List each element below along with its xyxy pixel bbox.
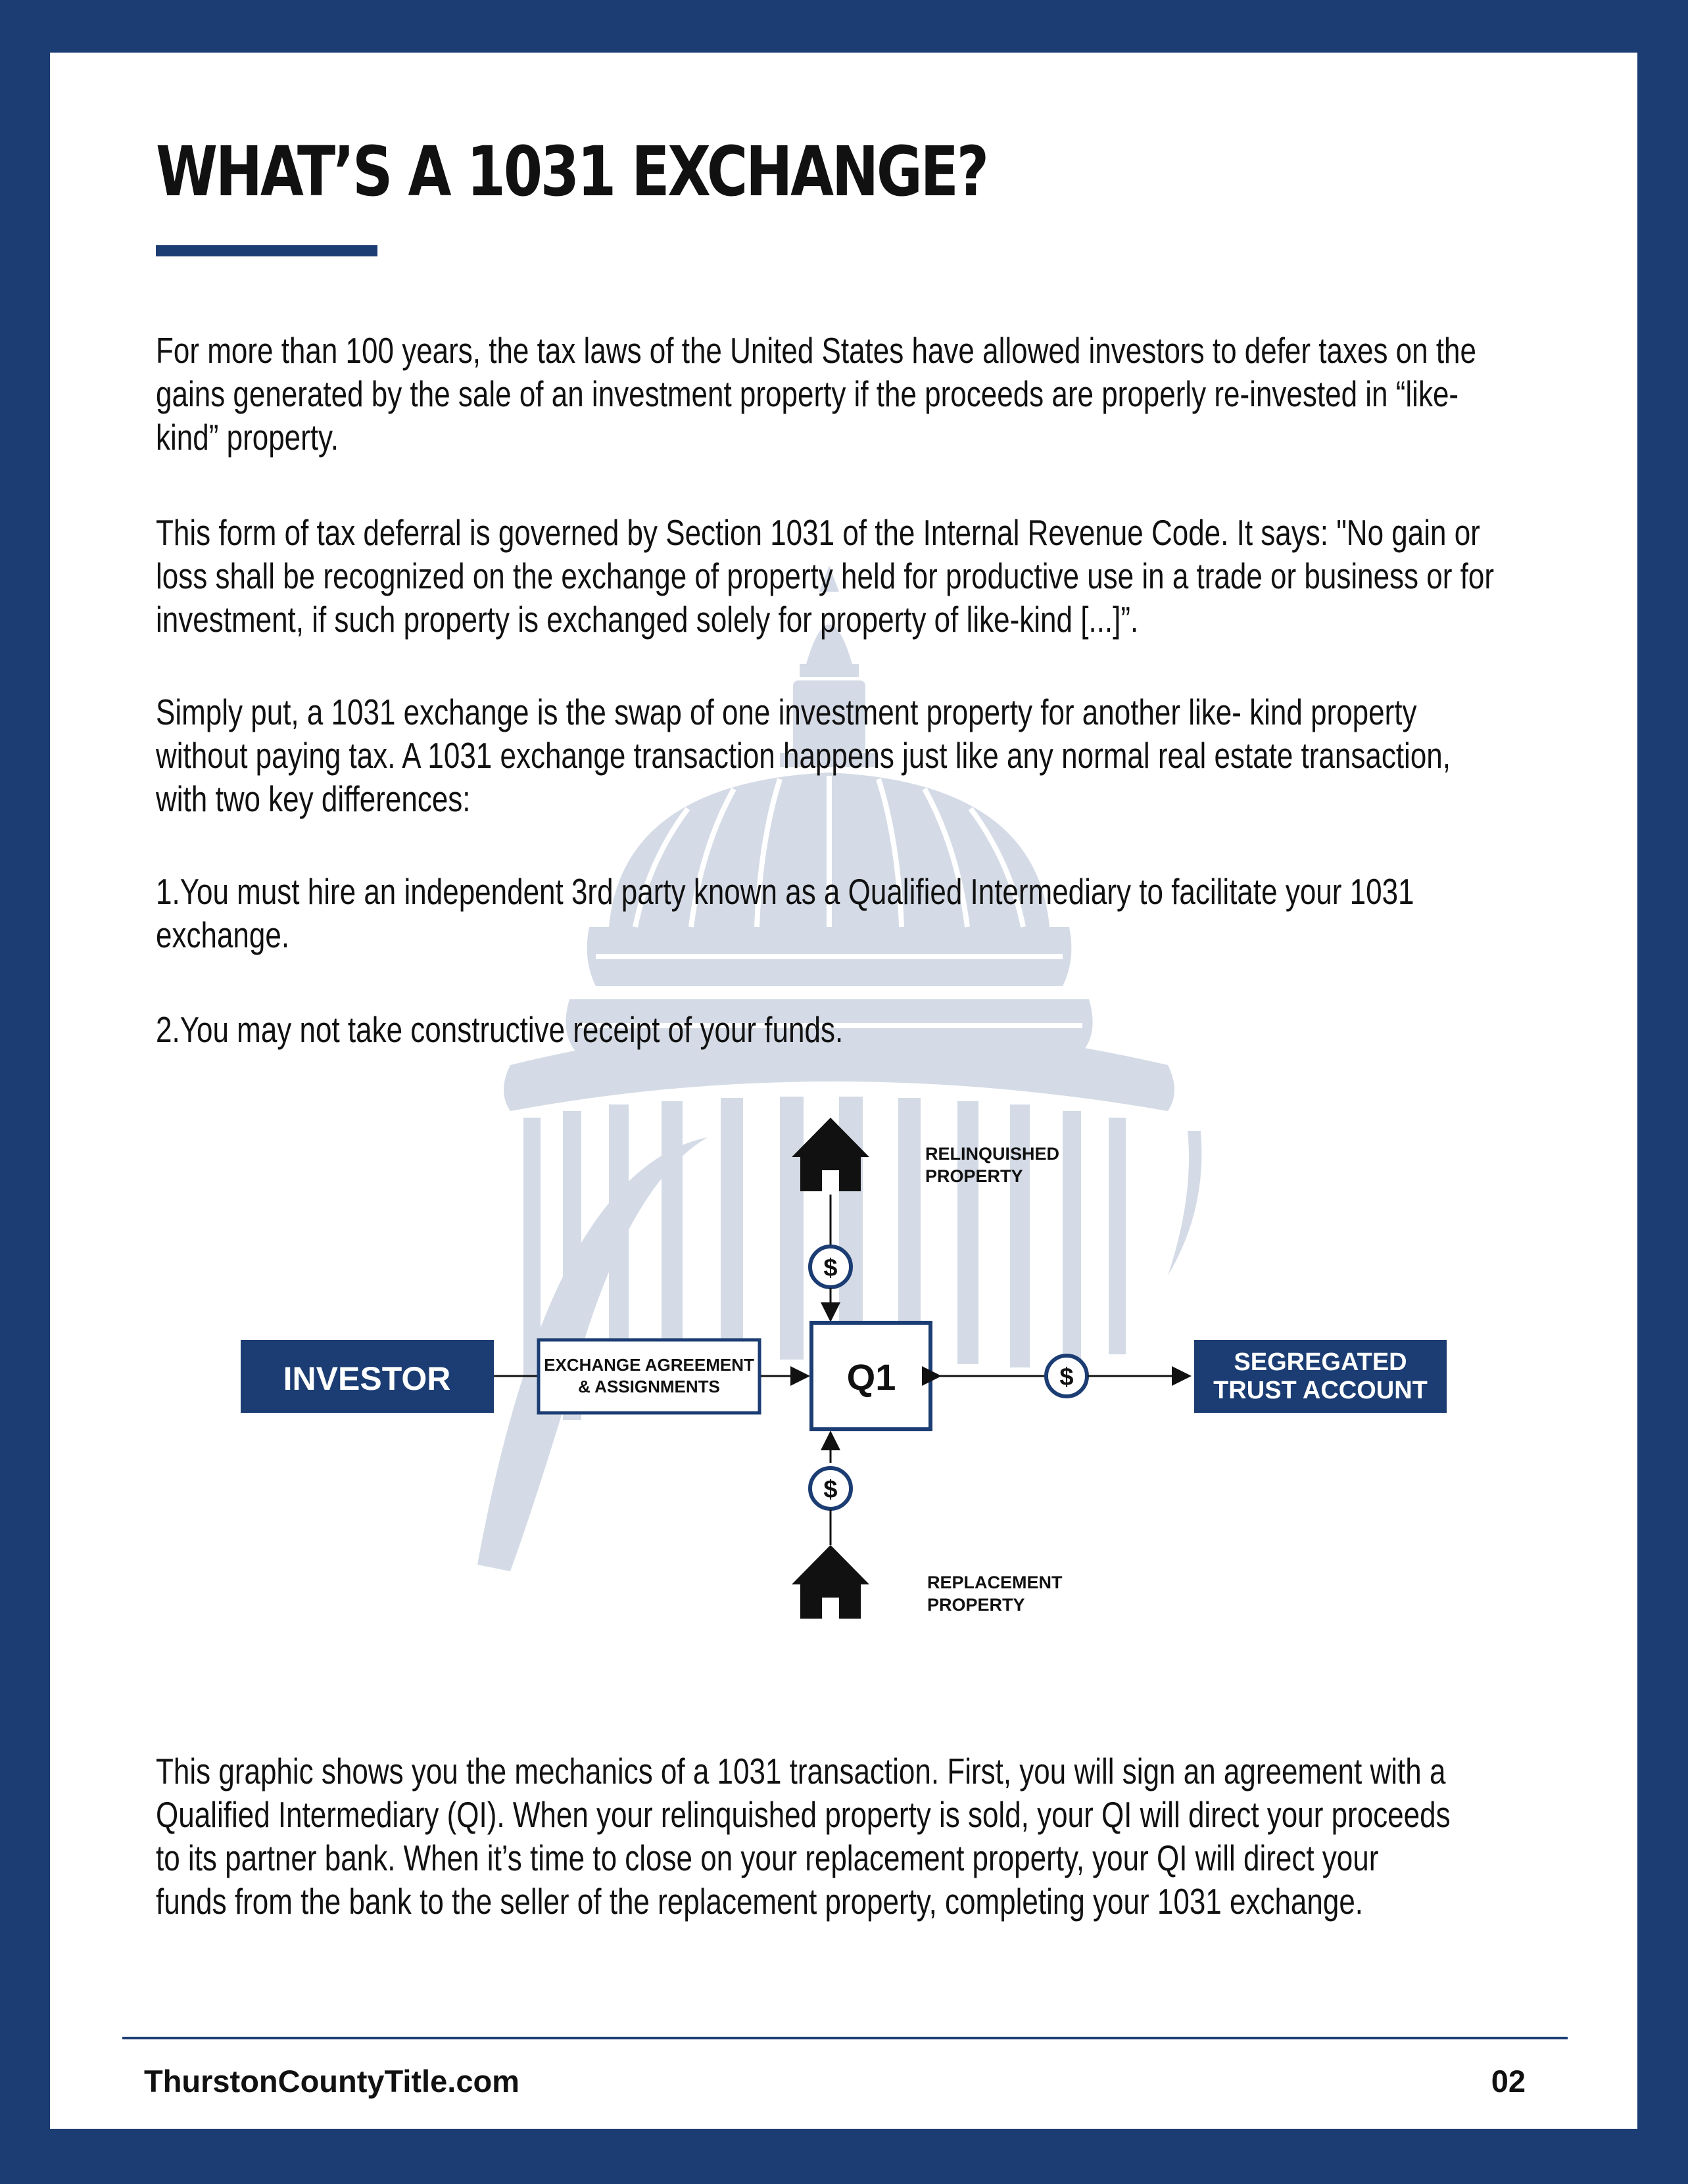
text-line: without paying tax. A 1031 exchange transaction happens just like any normal real estate transaction, [156,735,1451,776]
footer-page-number: 02 [1491,2064,1526,2099]
replacement-label-line2: PROPERTY [927,1595,1025,1615]
text-line: 2.You may not take constructive receipt of your funds. [156,1009,844,1050]
text-line: 1.You must hire an independent 3rd party known as a Qualified Intermediary to facilitate your 1031 [156,871,1414,912]
qi-label: Q1 [846,1356,896,1398]
dollar-circle-icon [810,1468,851,1509]
paragraph-graphic-explanation [156,1749,1524,1923]
dollar-sign: $ [823,1476,838,1504]
text-line: funds from the bank to the seller of the replacement property, completing your 1031 exchange. [156,1881,1364,1922]
text-line: This form of tax deferral is governed by Section 1031 of the Internal Revenue Code. It says: "No gain or [156,512,1480,553]
text-line: For more than 100 years, the tax laws of the United States have allowed investors to defer taxes on the [156,330,1476,371]
text-line: with two key differences: [156,778,471,819]
text-line: This graphic shows you the mechanics of a 1031 transaction. First, you will sign an agreement with a [156,1751,1446,1792]
agreement-label-line1: EXCHANGE AGREEMENT [544,1355,754,1375]
dollar-sign: $ [1059,1364,1074,1391]
dollar-circle-icon [810,1246,851,1287]
dollar-circle-icon [1046,1356,1087,1396]
document-page [50,53,1637,2129]
trust-label-line2: TRUST ACCOUNT [1213,1377,1428,1404]
text-line: exchange. [156,914,290,955]
agreement-label-line2: & ASSIGNMENTS [578,1377,720,1396]
text-line: Qualified Intermediary (QI). When your relinquished property is sold, your QI will direct your proceeds [156,1794,1451,1835]
trust-label-line1: SEGREGATED [1234,1348,1407,1376]
investor-label: INVESTOR [283,1360,451,1397]
footer-website: ThurstonCountyTitle.com [144,2064,519,2099]
footer-divider [122,2037,1568,2039]
dollar-sign: $ [823,1254,838,1282]
relinquished-label-line1: RELINQUISHED [925,1144,1060,1164]
text-line: investment, if such property is exchanged solely for property of like-kind [...]”. [156,599,1139,640]
house-icon [792,1118,869,1191]
text-line: loss shall be recognized on the exchange of property held for productive use in a trade or business or for [156,556,1494,596]
relinquished-label-line2: PROPERTY [925,1166,1023,1186]
replacement-label-line1: REPLACEMENT [927,1573,1063,1592]
text-line: gains generated by the sale of an investment property if the proceeds are properly re-invested in “like- [156,373,1459,414]
text-line: kind” property. [156,417,339,458]
house-icon [792,1545,869,1619]
text-line: to its partner bank. When it’s time to close on your replacement property, your QI will direct your [156,1838,1379,1878]
page-title: WHAT’S A 1031 EXCHANGE? [156,131,987,212]
text-line: Simply put, a 1031 exchange is the swap of one investment property for another like- kind property [156,692,1417,732]
